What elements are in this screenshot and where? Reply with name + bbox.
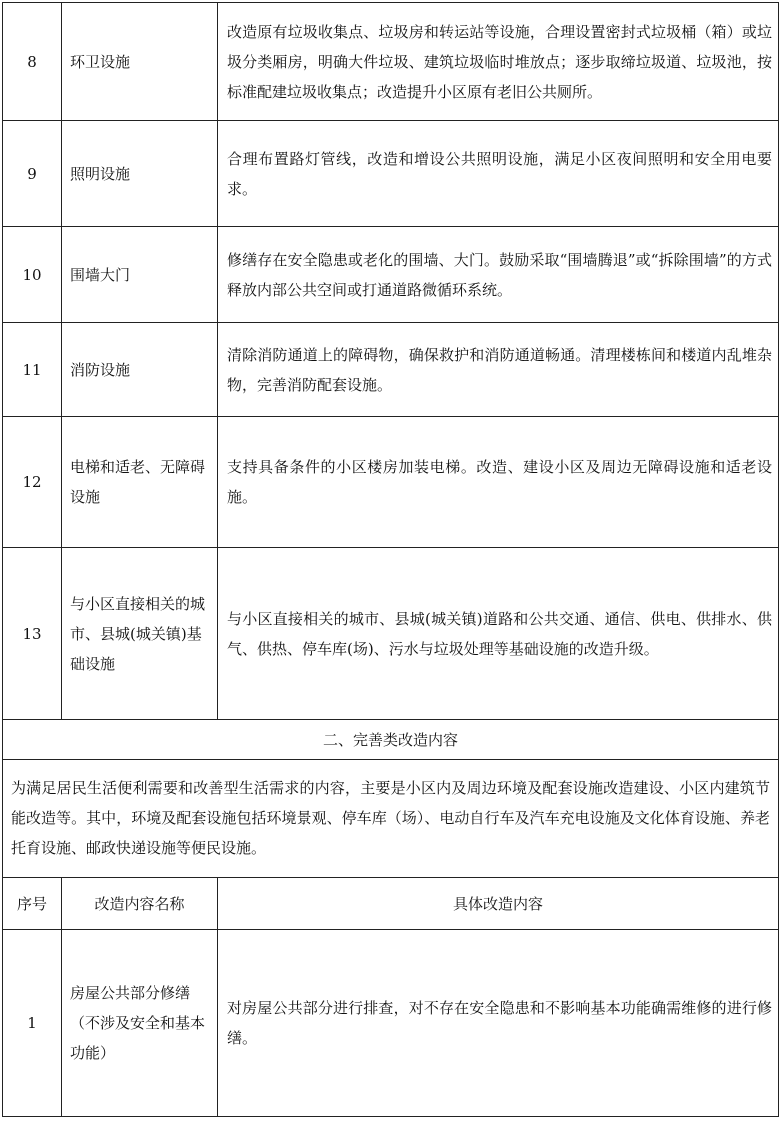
item-content: 合理布置路灯管线，改造和增设公共照明设施，满足小区夜间照明和安全用电要求。 <box>218 121 779 227</box>
item-content: 与小区直接相关的城市、县城(城关镇)道路和公共交通、通信、供电、供排水、供气、供热、停车库(场)、污水与垃圾处理等基础设施的改造升级。 <box>218 548 779 720</box>
item-content: 支持具备条件的小区楼房加装电梯。改造、建设小区及周边无障碍设施和适老设施。 <box>218 417 779 548</box>
section-title-row <box>3 720 779 760</box>
item-name: 消防设施 <box>62 323 218 417</box>
item-name: 与小区直接相关的城市、县城(城关镇)基础设施 <box>62 548 218 720</box>
item-content: 修缮存在安全隐患或老化的围墙、大门。鼓励采取“围墙腾退”或“拆除围墙”的方式释放内部公共空间或打通道路微循环系统。 <box>218 227 779 323</box>
row-number: 13 <box>3 548 62 720</box>
section-title: 二、完善类改造内容 <box>3 720 779 760</box>
item-name: 环卫设施 <box>62 3 218 121</box>
table-row <box>3 323 779 417</box>
row-number: 1 <box>3 930 62 1117</box>
row-number: 12 <box>3 417 62 548</box>
item-content: 清除消防通道上的障碍物，确保救护和消防通道畅通。清理楼栋间和楼道内乱堆杂物，完善消防配套设施。 <box>218 323 779 417</box>
item-content: 对房屋公共部分进行排查，对不存在安全隐患和不影响基本功能确需维修的进行修缮。 <box>218 930 779 1117</box>
section-intro: 为满足居民生活便利需要和改善型生活需求的内容，主要是小区内及周边环境及配套设施改造建设、小区内建筑节能改造等。其中，环境及配套设施包括环境景观、停车库（场）、电动自行车及汽车充电设施及文化体育设施、养老托育设施、邮政快递设施等便民设施。 <box>3 760 779 878</box>
row-number: 11 <box>3 323 62 417</box>
header-number: 序号 <box>3 878 62 930</box>
header-content: 具体改造内容 <box>218 878 779 930</box>
table-row <box>3 548 779 720</box>
header-name: 改造内容名称 <box>62 878 218 930</box>
table-row <box>3 3 779 121</box>
item-name: 房屋公共部分修缮（不涉及安全和基本功能） <box>62 930 218 1117</box>
renovation-table <box>2 2 779 1117</box>
row-number: 10 <box>3 227 62 323</box>
item-name: 围墙大门 <box>62 227 218 323</box>
table-row <box>3 227 779 323</box>
section-intro-row <box>3 760 779 878</box>
row-number: 9 <box>3 121 62 227</box>
table-row <box>3 121 779 227</box>
item-name: 照明设施 <box>62 121 218 227</box>
document-page <box>2 2 778 1117</box>
row-number: 8 <box>3 3 62 121</box>
item-name: 电梯和适老、无障碍设施 <box>62 417 218 548</box>
table-row <box>3 417 779 548</box>
table-header-row <box>3 878 779 930</box>
table-row <box>3 930 779 1117</box>
item-content: 改造原有垃圾收集点、垃圾房和转运站等设施，合理设置密封式垃圾桶（箱）或垃圾分类厢房，明确大件垃圾、建筑垃圾临时堆放点；逐步取缔垃圾道、垃圾池，按标准配建垃圾收集点；改造提升小区原有老旧公共厕所。 <box>218 3 779 121</box>
